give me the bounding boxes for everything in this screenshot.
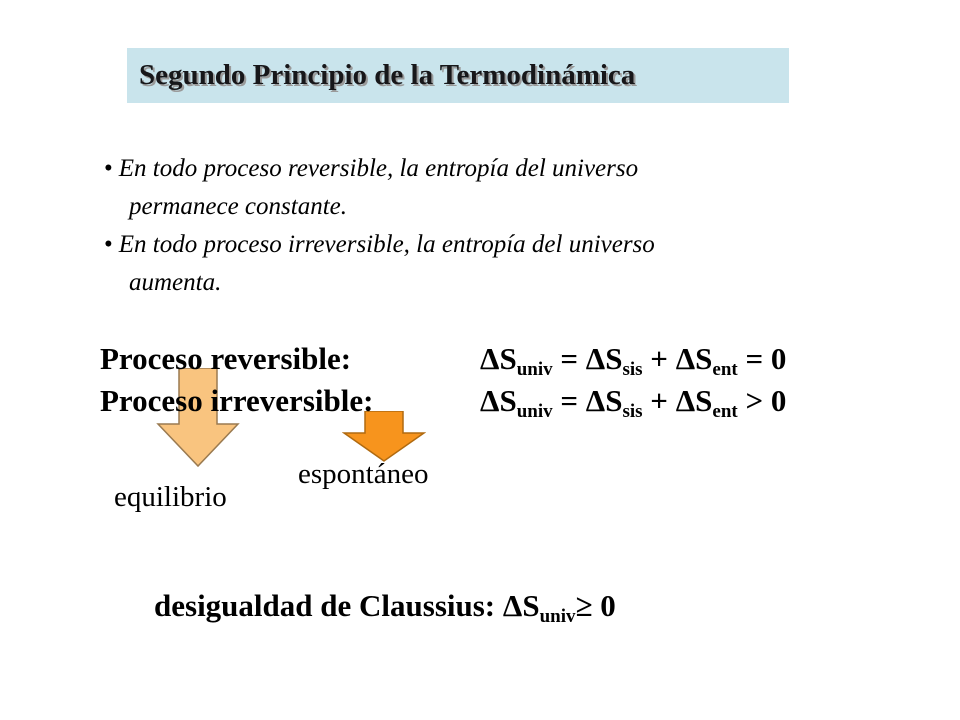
delta-symbol: Δ bbox=[480, 383, 500, 418]
subscript-sis: sis bbox=[622, 359, 643, 380]
subscript-sis: sis bbox=[622, 401, 643, 422]
s-symbol: S bbox=[499, 341, 517, 376]
bullet-list bbox=[104, 150, 864, 302]
s-symbol: S bbox=[522, 588, 540, 623]
s-symbol: S bbox=[695, 383, 713, 418]
clausius-text: desigualdad de Claussius: bbox=[154, 588, 503, 623]
subscript-ent: ent bbox=[712, 359, 738, 380]
plus-sign: + bbox=[642, 383, 676, 418]
delta-symbol: Δ bbox=[480, 341, 500, 376]
clausius-inequality bbox=[154, 586, 616, 637]
equation-label: Proceso irreversible: bbox=[100, 383, 374, 418]
equation-rhs: > 0 bbox=[737, 383, 787, 418]
delta-symbol: Δ bbox=[675, 341, 696, 376]
equals-sign: = bbox=[552, 341, 586, 376]
equation-rhs: = 0 bbox=[737, 341, 787, 376]
subscript-univ: univ bbox=[516, 401, 553, 422]
bullet-2-line-2: aumenta. bbox=[129, 269, 222, 296]
delta-symbol: Δ bbox=[585, 341, 606, 376]
page-title: Segundo Principio de la Termodinámica bbox=[139, 59, 636, 91]
label-equilibrio: equilibrio bbox=[114, 481, 227, 513]
s-symbol: S bbox=[605, 341, 623, 376]
bullet-marker: • bbox=[104, 231, 113, 258]
s-symbol: S bbox=[605, 383, 623, 418]
delta-symbol: Δ bbox=[585, 383, 606, 418]
delta-symbol: Δ bbox=[675, 383, 696, 418]
bullet-1-line-2: permanece constante. bbox=[129, 193, 347, 220]
delta-symbol: Δ bbox=[502, 588, 523, 623]
equation-label: Proceso reversible: bbox=[100, 341, 352, 376]
equation-formula bbox=[480, 381, 786, 432]
label-espontaneo: espontáneo bbox=[298, 458, 429, 490]
s-symbol: S bbox=[499, 383, 517, 418]
s-symbol: S bbox=[695, 341, 713, 376]
plus-sign: + bbox=[642, 341, 676, 376]
equation-irreversible bbox=[100, 381, 786, 432]
bullet-item-1 bbox=[104, 150, 864, 188]
subscript-ent: ent bbox=[712, 401, 738, 422]
subscript-univ: univ bbox=[516, 359, 553, 380]
bullet-item-2 bbox=[104, 226, 864, 264]
bullet-1-line-1: En todo proceso reversible, la entropía del universo bbox=[118, 155, 639, 182]
equals-sign: = bbox=[552, 383, 586, 418]
bullet-2-line-1: En todo proceso irreversible, la entropía del universo bbox=[118, 231, 655, 258]
clausius-rhs: ≥ 0 bbox=[575, 588, 616, 623]
bullet-marker: • bbox=[104, 155, 113, 182]
subscript-univ: univ bbox=[539, 606, 576, 627]
